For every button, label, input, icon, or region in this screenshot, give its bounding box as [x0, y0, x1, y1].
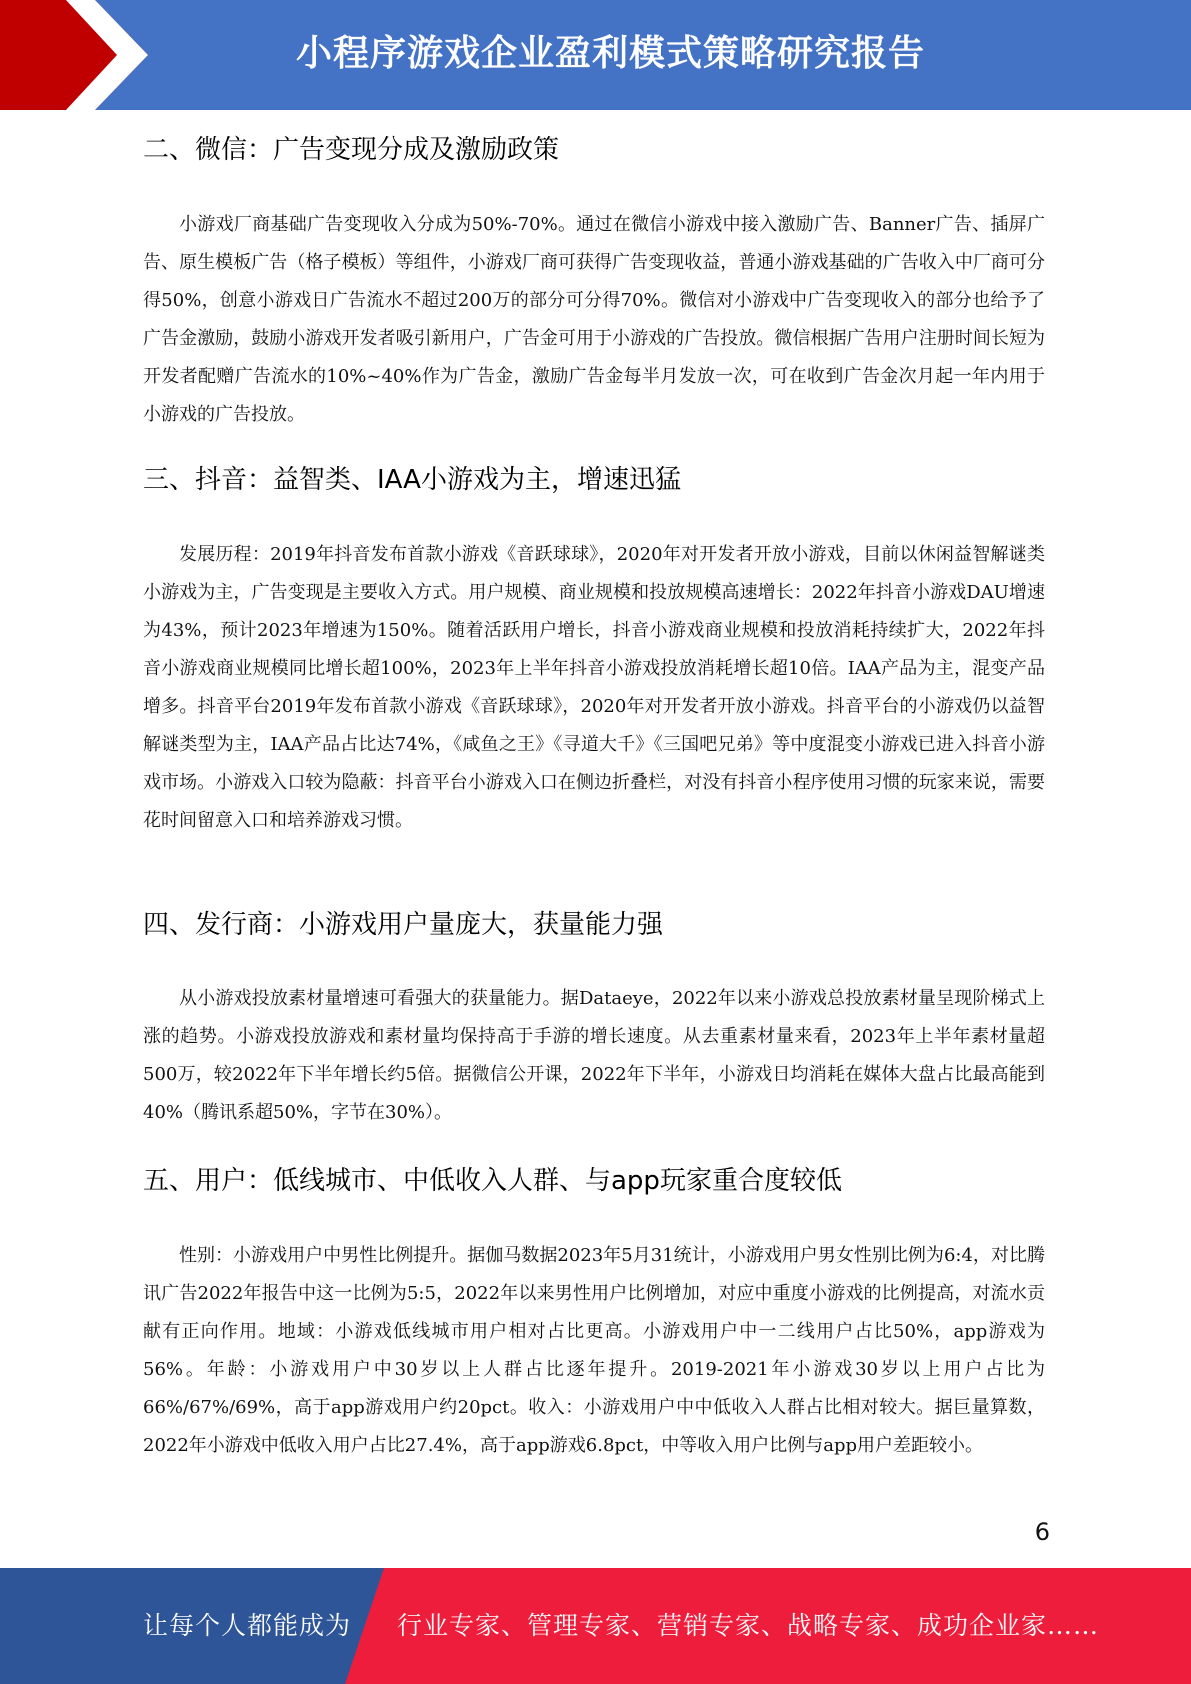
- report-title: 小程序游戏企业盈利模式策略研究报告: [295, 33, 925, 74]
- chevron-arrow-decoration: [0, 0, 160, 110]
- footer-slogan-right: 行业专家、管理专家、营销专家、战略专家、成功企业家……: [397, 1611, 1100, 1640]
- section-heading-wechat: 二、微信：广告变现分成及激励政策: [143, 135, 560, 165]
- section-paragraph-wechat: 小游戏厂商基础广告变现收入分成为50%-70%。通过在微信小游戏中接入激励广告、Banner广告、插屏广告、原生模板广告（格子模板）等组件，小游戏厂商可获得广告变现收益，普通小游戏基础的广告收入中厂商可分得50%，创意小游戏日广告流水不超过200万的部分可分得70%。微信对小游戏中广告变现收入的部分也给予了广告金激励，鼓励小游戏开发者吸引新用户，广告金可用于小游戏的广告投放。微信根据广告用户注册时间长短为开发者配赠广告流水的10%~40%作为广告金，激励广告金每半月发放一次，可在收到广告金次月起一年内用于小游戏的广告投放。: [143, 214, 1045, 425]
- page-header: [0, 0, 1191, 110]
- section-paragraph-douyin: 发展历程：2019年抖音发布首款小游戏《音跃球球》，2020年对开发者开放小游戏，目前以休闲益智解谜类小游戏为主，广告变现是主要收入方式。用户规模、商业规模和投放规模高速增长：2022年抖音小游戏DAU增速为43%，预计2023年增速为150%。随着活跃用户增长，抖音小游戏商业规模和投放消耗持续扩大，2022年抖音小游戏商业规模同比增长超100%，2023年上半年抖音小游戏投放消耗增长超10倍。IAA产品为主，混变产品增多。抖音平台2019年发布首款小游戏《音跃球球》，2020年对开发者开放小游戏。抖音平台的小游戏仍以益智解谜类型为主，IAA产品占比达74%，《咸鱼之王》《寻道大千》《三国吧兄弟》等中度混变小游戏已进入抖音小游戏市场。小游戏入口较为隐蔽：抖音平台小游戏入口在侧边折叠栏，对没有抖音小程序使用习惯的玩家来说，需要花时间留意入口和培养游戏习惯。: [143, 544, 1045, 831]
- section-heading-publisher: 四、发行商：小游戏用户量庞大，获量能力强: [143, 910, 664, 940]
- section-paragraph-publisher: 从小游戏投放素材量增速可看强大的获量能力。据Dataeye，2022年以来小游戏总投放素材量呈现阶梯式上涨的趋势。小游戏投放游戏和素材量均保持高于手游的增长速度。从去重素材量来看，2023年上半年素材量超500万，较2022年下半年增长约5倍。据微信公开课，2022年下半年，小游戏日均消耗在媒体大盘占比最高能到40%（腾讯系超50%，字节在30%）。: [143, 988, 1045, 1123]
- page-footer: [0, 1568, 1191, 1684]
- section-paragraph-users: 性别：小游戏用户中男性比例提升。据伽马数据2023年5月31统计，小游戏用户男女性别比例为6:4，对比腾讯广告2022年报告中这一比例为5:5，2022年以来男性用户比例增加，对应中重度小游戏的比例提高，对流水贡献有正向作用。地域：小游戏低线城市用户相对占比更高。小游戏用户中一二线用户占比50%，app游戏为56%。年龄：小游戏用户中30岁以上人群占比逐年提升。2019-2021年小游戏30岁以上用户占比为66%/67%/69%，高于app游戏用户约20pct。收入：小游戏用户中中低收入人群占比相对较大。据巨量算数，2022年小游戏中低收入用户占比27.4%，高于app游戏6.8pct，中等收入用户比例与app用户差距较小。: [143, 1245, 1045, 1456]
- footer-slogan-left: 让每个人都能成为: [143, 1611, 352, 1640]
- page-number: 6: [1034, 1518, 1050, 1546]
- section-heading-douyin: 三、抖音：益智类、IAA小游戏为主，增速迅猛: [143, 465, 681, 495]
- section-heading-users: 五、用户：低线城市、中低收入人群、与app玩家重合度较低: [143, 1166, 842, 1196]
